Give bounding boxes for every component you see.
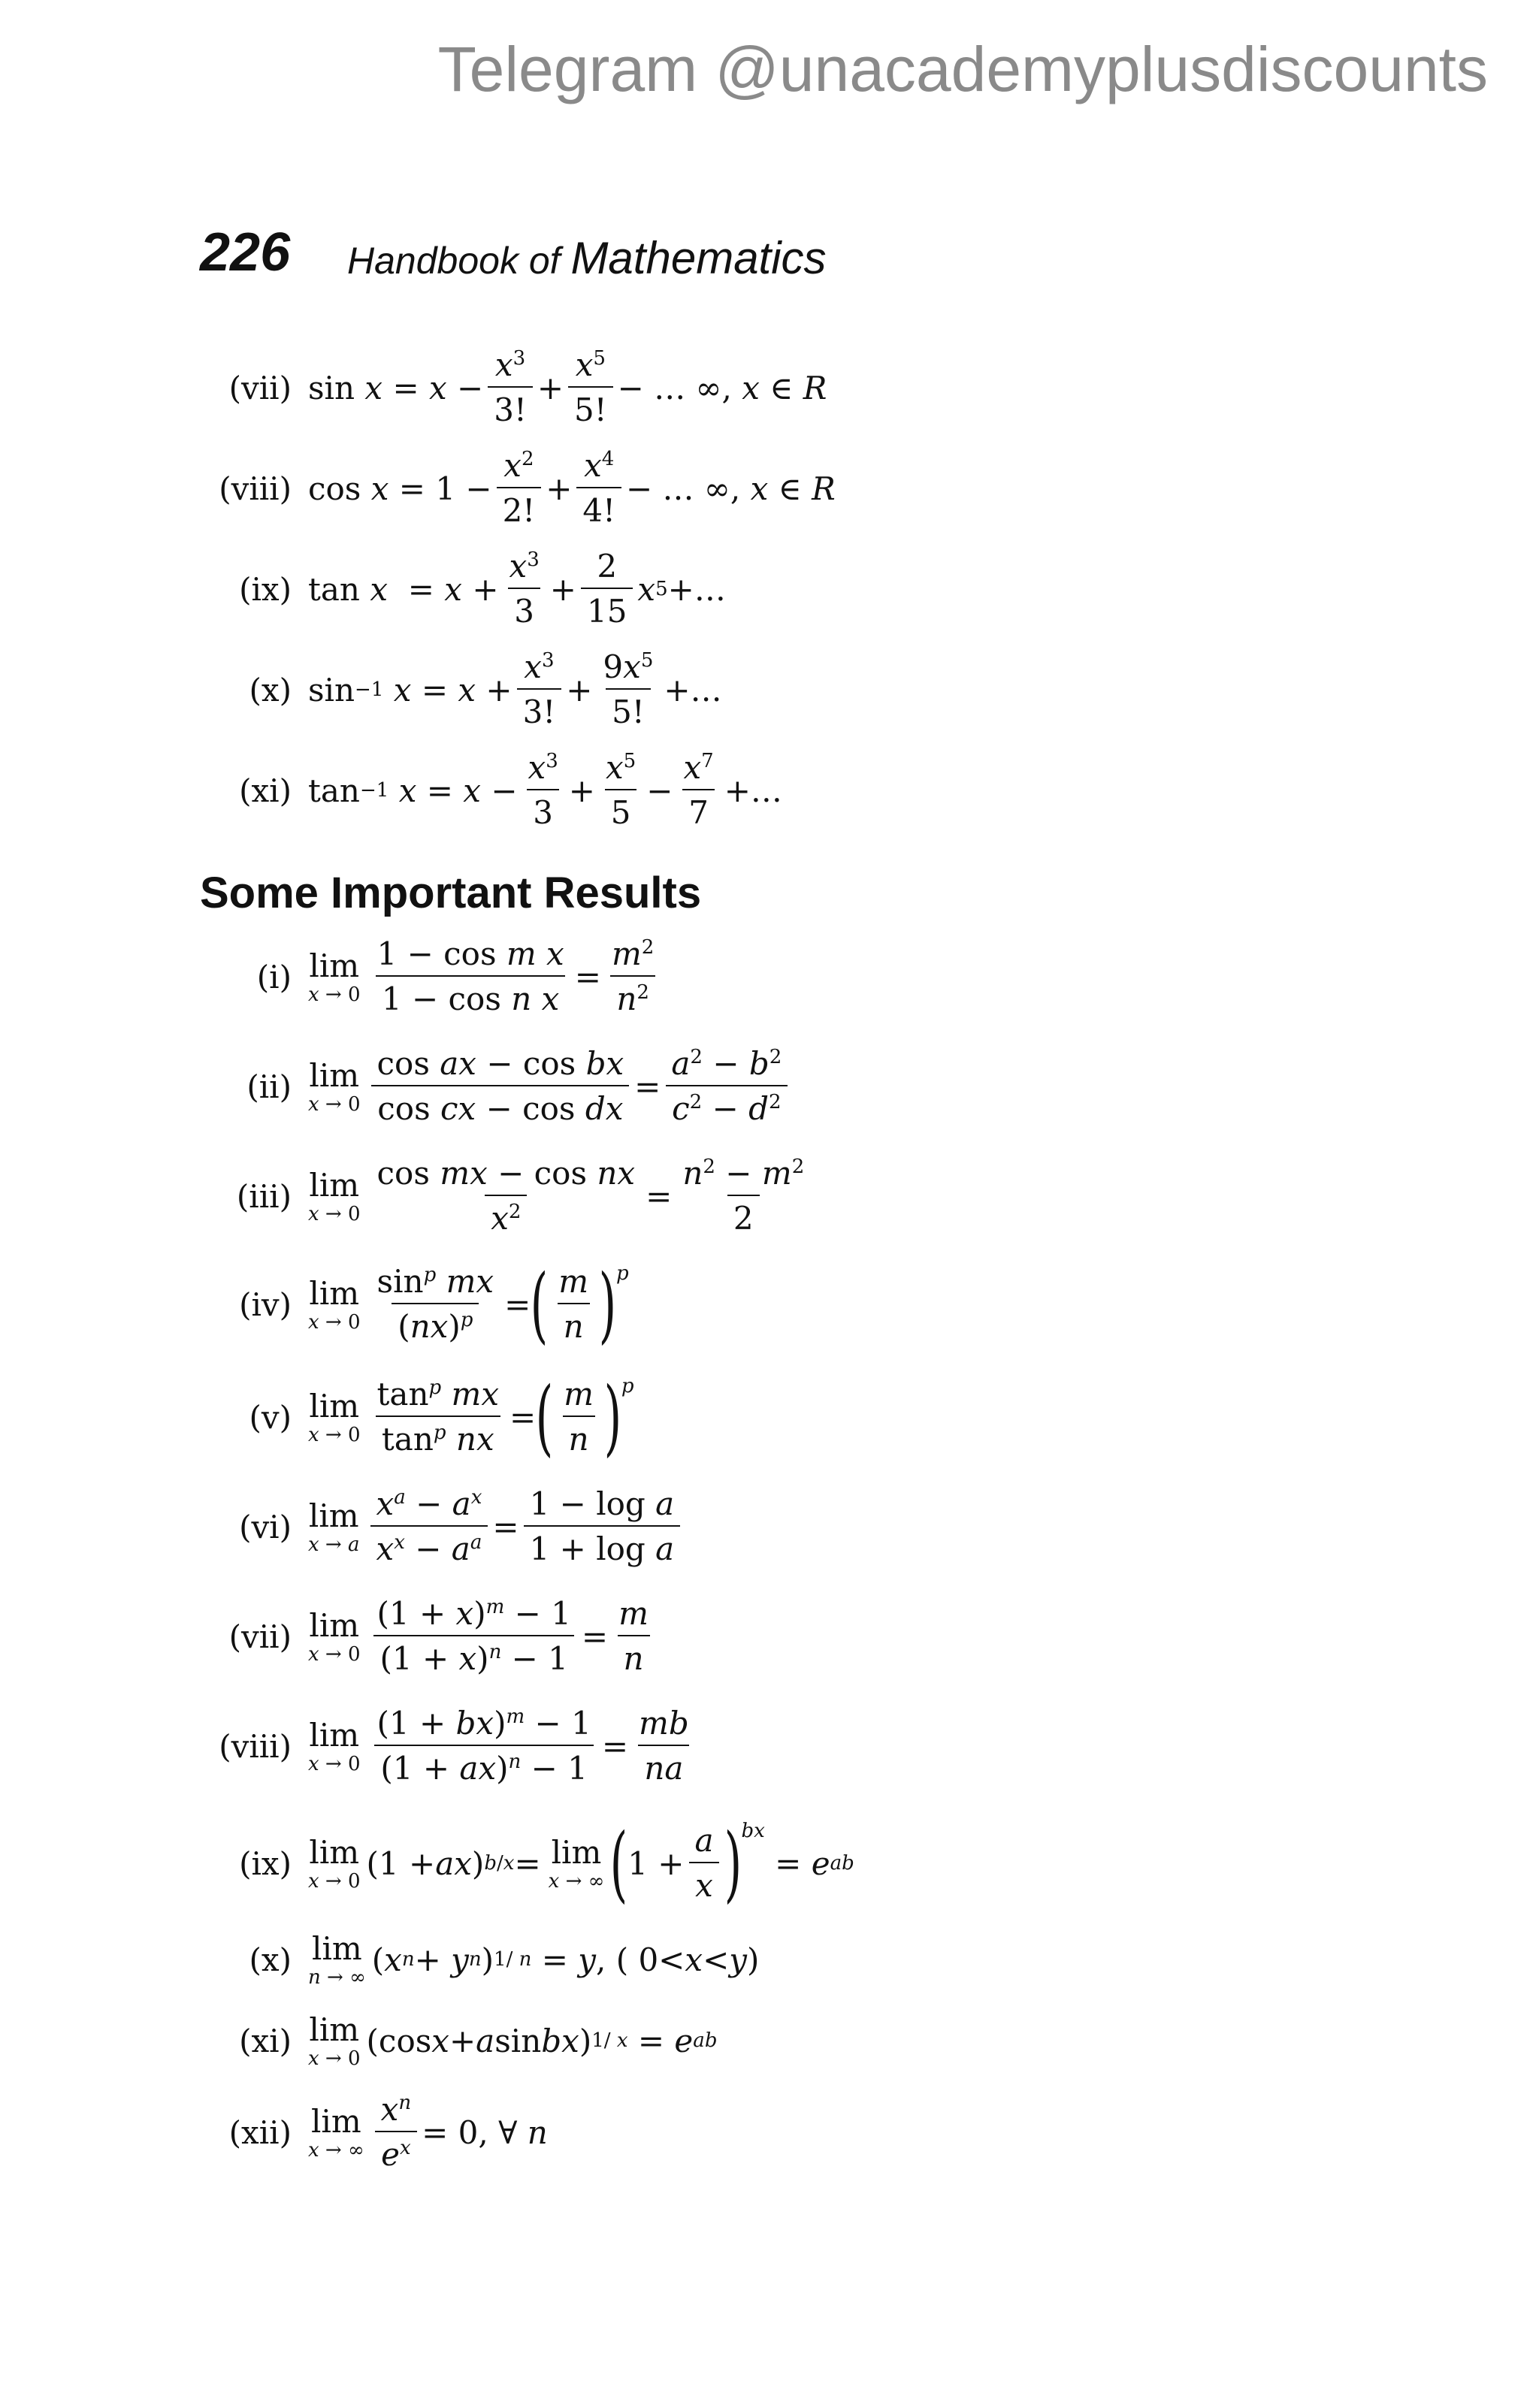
series-formula: tan x = x + $\frac{x^3}{3}$ + $\frac{2}{15}$ x 5 +… (308, 547, 726, 630)
result-vii (0, 1591, 1539, 1681)
book-title (347, 233, 827, 283)
result-formula: lim x → a $\frac{x^a - a^x}{x^x - a^a}$ = $\frac{\text{1 − log a}}{\text{1 + log a}}$ (308, 1482, 685, 1572)
result-label: (ii) (246, 1068, 292, 1105)
result-label: (vi) (239, 1508, 292, 1545)
series-ix (0, 544, 1539, 634)
result-formula: lim x → 0 $\frac{(1 + bx)^m - 1}{(1 + ax)^n - 1}$ = $\frac{mb}{na}$ (308, 1704, 689, 1787)
result-formula: lim x → 0 $\frac{\sin^p mx}{(nx)^p}$ = ( $\frac{m}{n}$ ) $^p$ (308, 1256, 629, 1352)
page-number: 226 (200, 222, 291, 282)
result-label: (i) (256, 958, 292, 996)
series-label: (x) (249, 671, 292, 709)
result-vi (0, 1482, 1539, 1572)
result-viii (0, 1701, 1539, 1791)
result-i (0, 932, 1539, 1022)
result-label: (xi) (239, 2022, 292, 2059)
book-title-small: Handbook of (347, 240, 561, 282)
result-iii (0, 1151, 1539, 1241)
result-formula: lim x → 0 $\frac{(1 + x)^m - 1}{(1 + x)^n - 1}$ = $\frac{m}{n}$ (308, 1594, 649, 1677)
watermark: Telegram @unacademyplusdiscounts (437, 34, 1488, 104)
result-formula: lim x → 0 $\frac{\text{1 − cos m x}}{\text{1 − cos n x}}$ = $\frac{m^2}{n^2}$ (308, 935, 655, 1017)
section-heading: Some Important Results (200, 869, 702, 917)
result-formula: lim x → 0 $\frac{\tan^p mx}{\tan^p nx}$ = ( $\frac{m}{n}$ ) $^p$ (308, 1369, 634, 1465)
result-ix (0, 1815, 1539, 1911)
series-formula: tan −1 x = x − $\frac{x^3}{3}$ + $\frac{x^5}{5}$ − $\frac{x^7}{7}$ +… (308, 748, 782, 831)
result-label: (vii) (228, 1618, 292, 1655)
series-formula: sin x = x − $\frac{x^3}{3!}$ + $\frac{x^5}{5!}$ − … ∞, x ∈ R (308, 346, 827, 428)
result-formula: lim x → ∞ $\frac{x^n}{e^x}$ = 0, ∀ n (308, 2090, 548, 2173)
result-formula: lim n → ∞ ( x n + y n ) 1/ n = y , ( 0< x < y ) (308, 1930, 760, 1990)
result-formula: lim x → 0 (cos x + a sin bx ) 1/ x = e ab (308, 2011, 718, 2071)
book-title-big: Mathematics (570, 233, 827, 283)
result-label: (x) (249, 1941, 292, 1978)
result-v (0, 1369, 1539, 1465)
result-label: (iii) (236, 1177, 292, 1215)
result-label: (iv) (239, 1286, 292, 1323)
result-xi (0, 1996, 1539, 2086)
result-formula: lim x → 0 $\frac{\text{cos ax − cos bx}}{\text{cos cx − cos dx}}$ = $\frac{a^2 - b^2}{c^2 - d^2}$ (308, 1041, 792, 1131)
series-viii (0, 443, 1539, 533)
result-xii (0, 2087, 1539, 2177)
result-formula: lim x → 0 $\frac{\text{cos mx − cos nx}}{x^2}$ = $\frac{n^2 - m^2}{2}$ (308, 1154, 805, 1237)
result-formula: lim x → 0 (1 + ax ) b/x = lim x → ∞ ( 1 + $\frac{a}{x}$ ) $^{bx}$ = e ab (308, 1815, 854, 1911)
result-label: (xii) (228, 2113, 292, 2151)
result-ii (0, 1041, 1539, 1131)
series-label: (vii) (228, 369, 292, 406)
result-iv (0, 1256, 1539, 1352)
series-formula: cos x = 1 − $\frac{x^2}{2!}$ + $\frac{x^4}{4!}$ − … ∞, x ∈ R (308, 446, 836, 529)
series-label: (ix) (239, 570, 292, 608)
series-formula: sin −1 x = x + $\frac{x^3}{3!}$ + $\frac{9x^5}{5!}$ +… (308, 648, 722, 730)
result-label: (v) (249, 1398, 292, 1436)
series-vii (0, 343, 1539, 433)
result-label: (viii) (219, 1727, 292, 1765)
series-label: (viii) (219, 470, 292, 507)
series-x (0, 645, 1539, 735)
result-label: (ix) (239, 1845, 292, 1882)
result-x (0, 1914, 1539, 2005)
series-label: (xi) (239, 772, 292, 809)
series-xi (0, 745, 1539, 835)
